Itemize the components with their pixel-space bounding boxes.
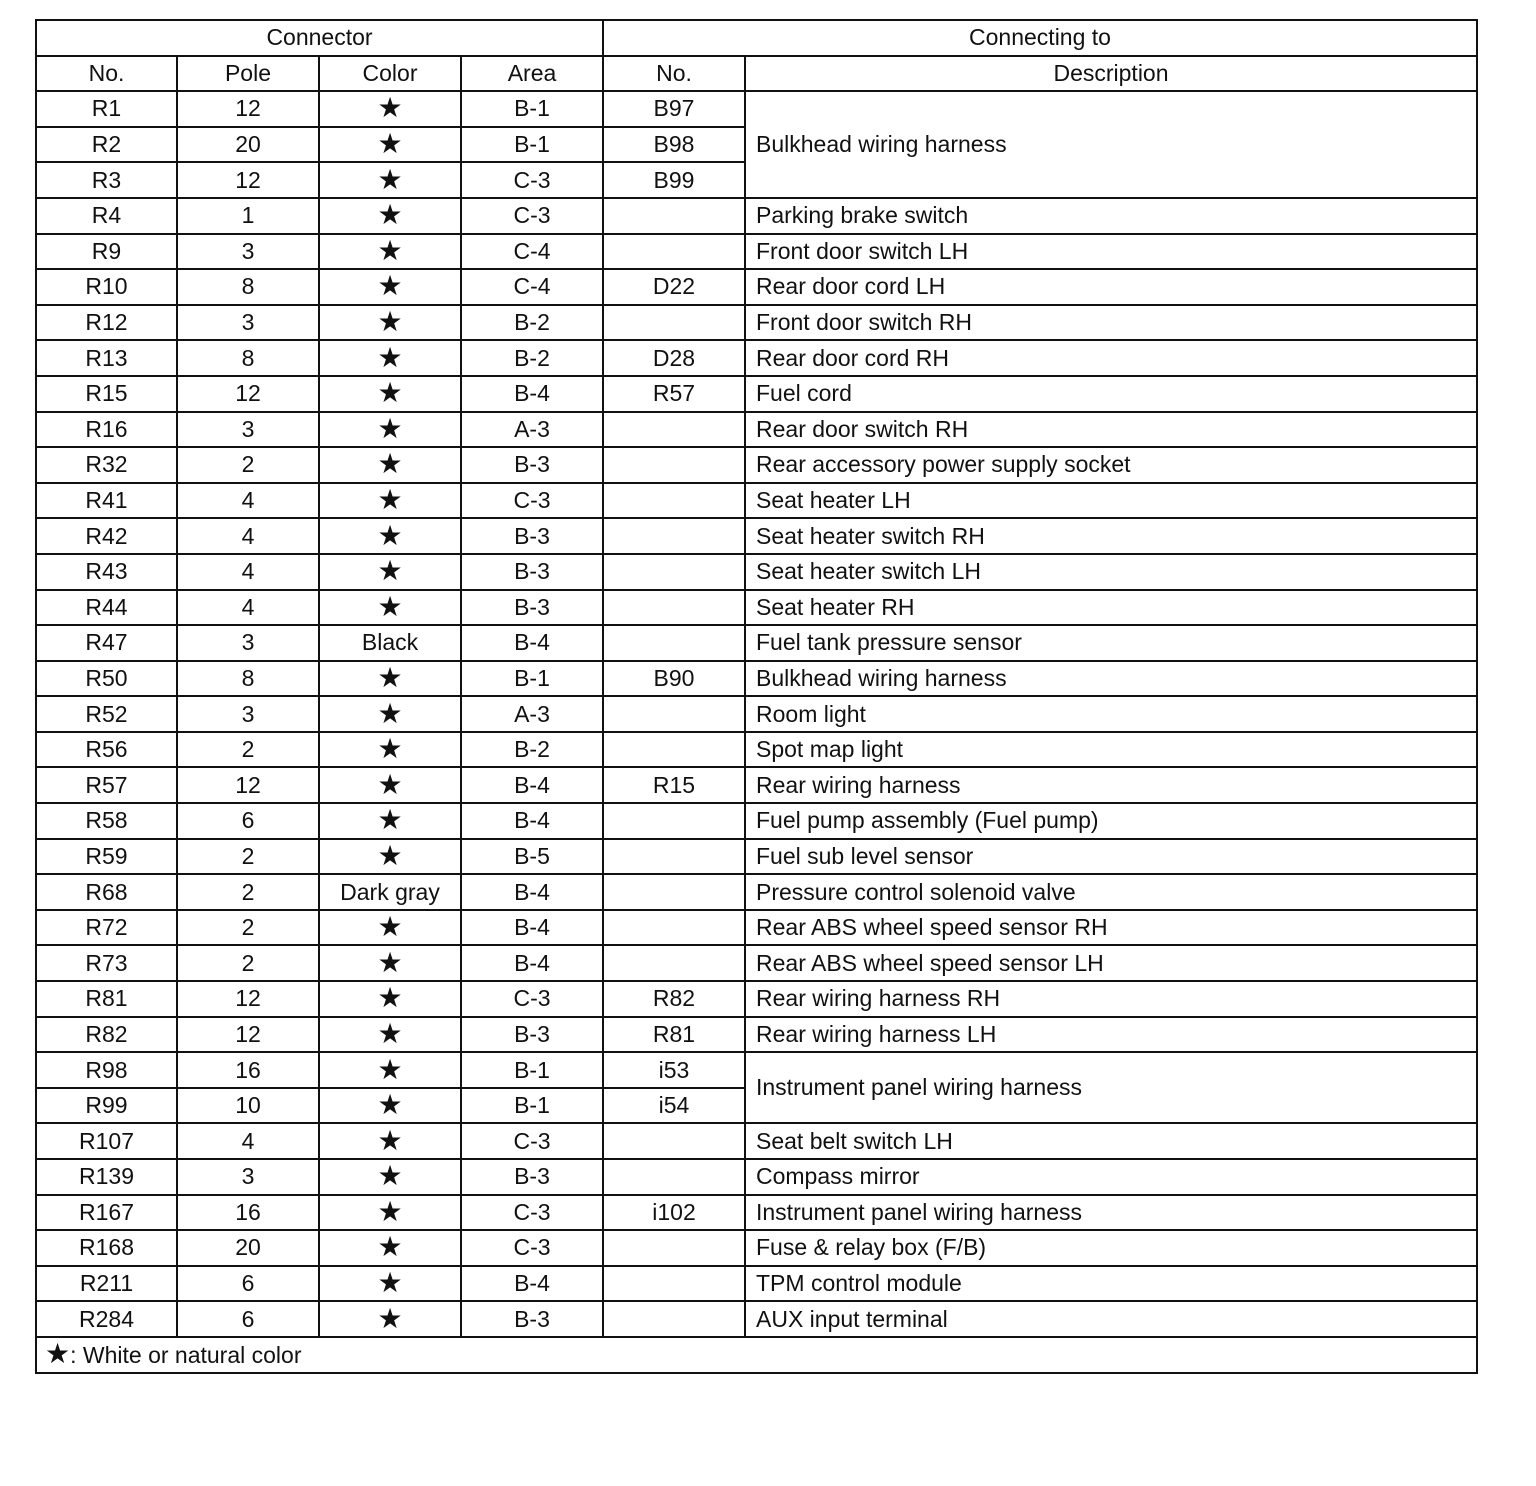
description-cell: Rear wiring harness RH [745,981,1477,1017]
connecting-no-cell [603,1230,745,1266]
pole-cell: 4 [177,483,319,519]
description-cell: AUX input terminal [745,1301,1477,1337]
area-cell: B-4 [461,945,603,981]
area-cell: B-1 [461,127,603,163]
pole-cell: 2 [177,839,319,875]
table-row [36,1017,1477,1053]
table-row [36,269,1477,305]
connector-no-cell: R15 [36,376,177,412]
connecting-no-cell: R57 [603,376,745,412]
area-cell: B-3 [461,1017,603,1053]
description-cell: Fuel cord [745,376,1477,412]
color-cell [319,376,461,412]
connecting-no-cell [603,910,745,946]
area-cell: B-3 [461,1159,603,1195]
pole-cell: 1 [177,198,319,234]
description-cell: Rear ABS wheel speed sensor RH [745,910,1477,946]
table-row [36,590,1477,626]
legend-text: : White or natural color [70,1342,302,1369]
connector-no-cell: R284 [36,1301,177,1337]
area-cell: B-1 [461,661,603,697]
color-cell [319,1301,461,1337]
connector-no-cell: R4 [36,198,177,234]
description-cell: Bulkhead wiring harness [745,91,1477,198]
connector-no-cell: R3 [36,162,177,198]
color-column-header: Color [319,56,461,92]
connector-no-cell: R52 [36,696,177,732]
description-cell: Bulkhead wiring harness [745,661,1477,697]
area-cell: B-1 [461,1052,603,1088]
pole-column-header: Pole [177,56,319,92]
table-row [36,518,1477,554]
pole-cell: 3 [177,1159,319,1195]
pole-cell: 4 [177,554,319,590]
description-cell: TPM control module [745,1266,1477,1302]
description-cell: Front door switch RH [745,305,1477,341]
color-cell [319,127,461,163]
connector-no-cell: R43 [36,554,177,590]
pole-cell: 20 [177,1230,319,1266]
table-row [36,1230,1477,1266]
table-row [36,839,1477,875]
pole-cell: 2 [177,910,319,946]
connector-no-cell: R139 [36,1159,177,1195]
table-row [36,376,1477,412]
connecting-no-cell [603,1301,745,1337]
area-cell: A-3 [461,696,603,732]
connector-no-cell: R47 [36,625,177,661]
star-icon: ★ [377,340,403,374]
connecting-no-cell [603,874,745,910]
table-row [36,554,1477,590]
color-cell [319,1230,461,1266]
description-cell: Rear ABS wheel speed sensor LH [745,945,1477,981]
table-row [36,483,1477,519]
star-icon: ★ [377,910,403,944]
area-cell: B-4 [461,803,603,839]
connector-no-cell: R12 [36,305,177,341]
connecting-no-cell [603,234,745,270]
color-cell [319,910,461,946]
table-row [36,803,1477,839]
table-row [36,1123,1477,1159]
color-cell [319,661,461,697]
connector-no-cell: R167 [36,1195,177,1231]
description-cell: Rear door cord LH [745,269,1477,305]
table-row [36,1159,1477,1195]
star-icon: ★ [377,305,403,339]
description-cell: Pressure control solenoid valve [745,874,1477,910]
area-cell: B-4 [461,376,603,412]
connecting-no-cell: B90 [603,661,745,697]
area-cell: B-3 [461,554,603,590]
color-cell [319,340,461,376]
color-cell [319,803,461,839]
area-cell: B-2 [461,305,603,341]
connector-no-cell: R211 [36,1266,177,1302]
connecting-no-cell: R81 [603,1017,745,1053]
area-cell: C-3 [461,483,603,519]
table-row [36,661,1477,697]
connector-no-cell: R13 [36,340,177,376]
star-icon: ★ [45,1337,71,1371]
connecting-no-cell [603,412,745,448]
description-cell: Spot map light [745,732,1477,768]
table-row [36,340,1477,376]
color-cell [319,1195,461,1231]
color-cell [319,518,461,554]
connector-no-cell: R59 [36,839,177,875]
legend [36,1337,1477,1373]
connector-no-cell: R56 [36,732,177,768]
color-cell [319,483,461,519]
pole-cell: 12 [177,91,319,127]
star-icon: ★ [377,127,403,161]
connecting-no-cell [603,803,745,839]
pole-cell: 20 [177,127,319,163]
description-cell: Instrument panel wiring harness [745,1195,1477,1231]
pole-cell: 3 [177,625,319,661]
no-column-header: No. [36,56,177,92]
connector-no-cell: R107 [36,1123,177,1159]
color-cell [319,1088,461,1124]
area-cell: B-4 [461,1266,603,1302]
connecting-no-cell [603,447,745,483]
color-cell [319,91,461,127]
color-cell [319,1123,461,1159]
area-cell: B-3 [461,447,603,483]
legend-row [36,1337,1477,1373]
description-cell: Rear wiring harness LH [745,1017,1477,1053]
table-body [36,91,1477,1337]
star-icon: ★ [377,1159,403,1193]
pole-cell: 2 [177,874,319,910]
table-row [36,1052,1477,1088]
color-cell [319,1017,461,1053]
connecting-no-cell [603,1266,745,1302]
description-cell: Fuel pump assembly (Fuel pump) [745,803,1477,839]
table-row [36,1301,1477,1337]
pole-cell: 16 [177,1195,319,1231]
connector-no-cell: R168 [36,1230,177,1266]
pole-cell: 10 [177,1088,319,1124]
connector-no-cell: R58 [36,803,177,839]
connecting-no-cell [603,732,745,768]
connector-no-cell: R68 [36,874,177,910]
description-cell: Rear door switch RH [745,412,1477,448]
description-cell: Compass mirror [745,1159,1477,1195]
color-cell: Dark gray [319,874,461,910]
color-cell [319,696,461,732]
area-cell: C-3 [461,1195,603,1231]
table-row [36,412,1477,448]
group-header-row [36,20,1477,56]
table-row [36,732,1477,768]
color-cell: Black [319,625,461,661]
area-cell: B-3 [461,518,603,554]
table-row [36,198,1477,234]
area-column-header: Area [461,56,603,92]
color-cell [319,590,461,626]
description-cell: Rear accessory power supply socket [745,447,1477,483]
area-cell: B-4 [461,767,603,803]
connector-no-cell: R50 [36,661,177,697]
star-icon: ★ [377,981,403,1015]
pole-cell: 2 [177,945,319,981]
table-row [36,874,1477,910]
description-cell: Rear door cord RH [745,340,1477,376]
pole-cell: 6 [177,1266,319,1302]
connecting-no-column-header: No. [603,56,745,92]
table-row [36,945,1477,981]
star-icon: ★ [377,447,403,481]
area-cell: C-4 [461,269,603,305]
pole-cell: 4 [177,590,319,626]
color-cell [319,767,461,803]
star-icon: ★ [377,269,403,303]
color-cell [319,305,461,341]
star-icon: ★ [377,1088,403,1122]
connector-no-cell: R41 [36,483,177,519]
color-cell [319,1266,461,1302]
connecting-no-cell [603,198,745,234]
color-cell [319,554,461,590]
connector-no-cell: R72 [36,910,177,946]
area-cell: B-3 [461,590,603,626]
connector-no-cell: R42 [36,518,177,554]
area-cell: C-3 [461,162,603,198]
area-cell: C-4 [461,234,603,270]
star-icon: ★ [377,1016,403,1050]
description-cell: Seat heater switch RH [745,518,1477,554]
star-icon: ★ [377,1266,403,1300]
pole-cell: 2 [177,732,319,768]
pole-cell: 3 [177,234,319,270]
star-icon: ★ [377,803,403,837]
pole-cell: 12 [177,162,319,198]
star-icon: ★ [377,198,403,232]
connector-no-cell: R9 [36,234,177,270]
connecting-to-group-header: Connecting to [603,20,1477,56]
connector-no-cell: R57 [36,767,177,803]
area-cell: B-3 [461,1301,603,1337]
connector-no-cell: R32 [36,447,177,483]
color-cell [319,732,461,768]
pole-cell: 8 [177,269,319,305]
color-cell [319,981,461,1017]
color-cell [319,269,461,305]
pole-cell: 4 [177,1123,319,1159]
star-icon: ★ [377,411,403,445]
connecting-no-cell: R15 [603,767,745,803]
star-icon: ★ [377,945,403,979]
connecting-no-cell [603,305,745,341]
color-cell [319,162,461,198]
connecting-no-cell [603,590,745,626]
connecting-no-cell: i53 [603,1052,745,1088]
pole-cell: 12 [177,376,319,412]
table-row [36,1195,1477,1231]
color-cell [319,234,461,270]
connector-no-cell: R16 [36,412,177,448]
connecting-no-cell [603,696,745,732]
connecting-no-cell: D22 [603,269,745,305]
connecting-no-cell: B98 [603,127,745,163]
connector-no-cell: R98 [36,1052,177,1088]
description-cell: Instrument panel wiring harness [745,1052,1477,1123]
star-icon: ★ [377,696,403,730]
connecting-no-cell [603,945,745,981]
star-icon: ★ [377,518,403,552]
connector-no-cell: R1 [36,91,177,127]
description-cell: Seat heater RH [745,590,1477,626]
connecting-no-cell [603,1123,745,1159]
star-icon: ★ [377,589,403,623]
star-icon: ★ [377,1123,403,1157]
star-icon: ★ [377,732,403,766]
connector-no-cell: R10 [36,269,177,305]
area-cell: C-3 [461,1123,603,1159]
description-cell: Fuse & relay box (F/B) [745,1230,1477,1266]
pole-cell: 8 [177,661,319,697]
star-icon: ★ [377,376,403,410]
pole-cell: 6 [177,1301,319,1337]
connecting-no-cell: R82 [603,981,745,1017]
pole-cell: 3 [177,696,319,732]
connector-no-cell: R81 [36,981,177,1017]
pole-cell: 2 [177,447,319,483]
connecting-no-cell [603,554,745,590]
table-row [36,1266,1477,1302]
connecting-no-cell [603,625,745,661]
connecting-no-cell [603,1159,745,1195]
star-icon: ★ [377,1301,403,1335]
connector-no-cell: R2 [36,127,177,163]
connector-no-cell: R44 [36,590,177,626]
color-cell [319,447,461,483]
pole-cell: 16 [177,1052,319,1088]
table-row [36,696,1477,732]
area-cell: C-3 [461,1230,603,1266]
star-icon: ★ [377,767,403,801]
area-cell: C-3 [461,981,603,1017]
description-cell: Fuel sub level sensor [745,839,1477,875]
star-icon: ★ [377,162,403,196]
area-cell: B-4 [461,874,603,910]
area-cell: B-1 [461,1088,603,1124]
star-icon: ★ [377,1052,403,1086]
area-cell: B-4 [461,625,603,661]
star-icon: ★ [377,1230,403,1264]
area-cell: B-2 [461,732,603,768]
description-cell: Fuel tank pressure sensor [745,625,1477,661]
connector-table [35,19,1478,1374]
connector-group-header: Connector [36,20,603,56]
pole-cell: 4 [177,518,319,554]
table-row [36,234,1477,270]
connecting-no-cell: B99 [603,162,745,198]
description-cell: Seat belt switch LH [745,1123,1477,1159]
description-cell: Rear wiring harness [745,767,1477,803]
pole-cell: 3 [177,305,319,341]
star-icon: ★ [377,483,403,517]
color-cell [319,945,461,981]
description-cell: Front door switch LH [745,234,1477,270]
area-cell: B-4 [461,910,603,946]
star-icon: ★ [377,233,403,267]
star-icon: ★ [377,838,403,872]
area-cell: C-3 [461,198,603,234]
description-cell: Parking brake switch [745,198,1477,234]
column-header-row [36,56,1477,92]
star-icon: ★ [377,660,403,694]
pole-cell: 12 [177,767,319,803]
connecting-no-cell [603,483,745,519]
pole-cell: 8 [177,340,319,376]
color-cell [319,839,461,875]
connector-no-cell: R82 [36,1017,177,1053]
table-row [36,447,1477,483]
connecting-no-cell [603,839,745,875]
connector-no-cell: R73 [36,945,177,981]
table-row [36,305,1477,341]
area-cell: B-1 [461,91,603,127]
pole-cell: 12 [177,981,319,1017]
color-cell [319,412,461,448]
star-icon: ★ [377,554,403,588]
table-row [36,767,1477,803]
connecting-no-cell: i102 [603,1195,745,1231]
area-cell: B-2 [461,340,603,376]
area-cell: A-3 [461,412,603,448]
area-cell: B-5 [461,839,603,875]
star-icon: ★ [377,91,403,125]
connecting-no-cell: D28 [603,340,745,376]
table-row [36,981,1477,1017]
color-cell [319,1159,461,1195]
description-cell: Seat heater switch LH [745,554,1477,590]
pole-cell: 3 [177,412,319,448]
color-cell [319,1052,461,1088]
connector-no-cell: R99 [36,1088,177,1124]
description-cell: Room light [745,696,1477,732]
star-icon: ★ [377,1194,403,1228]
table-row [36,910,1477,946]
table-row [36,91,1477,127]
connecting-no-cell [603,518,745,554]
description-column-header: Description [745,56,1477,92]
pole-cell: 12 [177,1017,319,1053]
description-cell: Seat heater LH [745,483,1477,519]
table-row [36,625,1477,661]
connecting-no-cell: B97 [603,91,745,127]
connecting-no-cell: i54 [603,1088,745,1124]
pole-cell: 6 [177,803,319,839]
color-cell [319,198,461,234]
